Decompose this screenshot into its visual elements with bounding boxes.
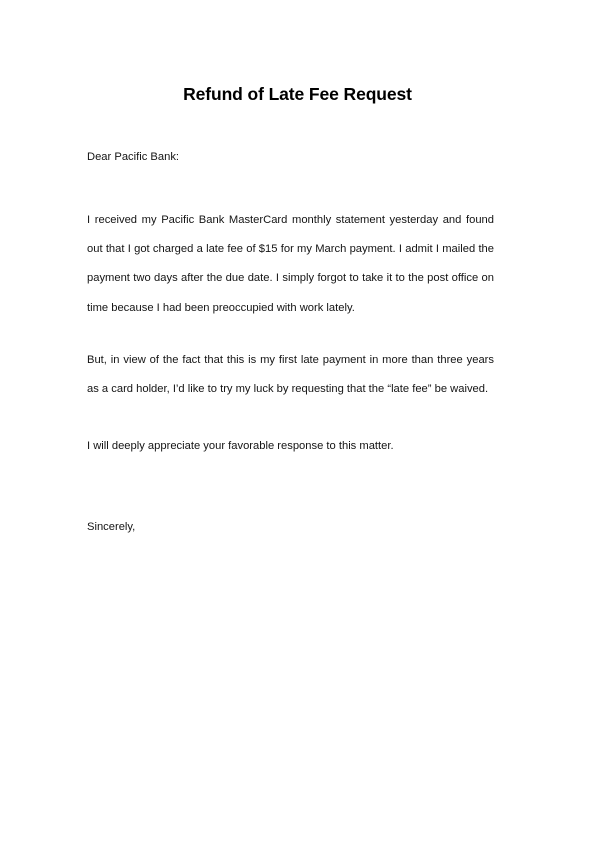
document-title: Refund of Late Fee Request xyxy=(183,84,412,104)
paragraph-text: I will deeply appreciate your favorable response to this matter. xyxy=(87,440,394,452)
paragraph-text: But, in view of the fact that this is my first late payment in more than three years as a card holder, I’d like to try my luck by requesting that the “late fee” be waived. xyxy=(87,354,494,396)
closing: Sincerely, xyxy=(87,521,136,533)
body-paragraph-3 xyxy=(87,432,494,461)
paragraph-text: I received my Pacific Bank MasterCard monthly statement yesterday and found out that I got charged a late fee of $15 for my March payment. I admit I mailed the payment two days after the due date. I simply forgot to take it to the post office on time because I had been preoccupied with work lately. xyxy=(87,214,494,314)
body-paragraph-2 xyxy=(87,346,494,404)
body-paragraph-1 xyxy=(87,206,494,323)
salutation: Dear Pacific Bank: xyxy=(87,151,180,163)
